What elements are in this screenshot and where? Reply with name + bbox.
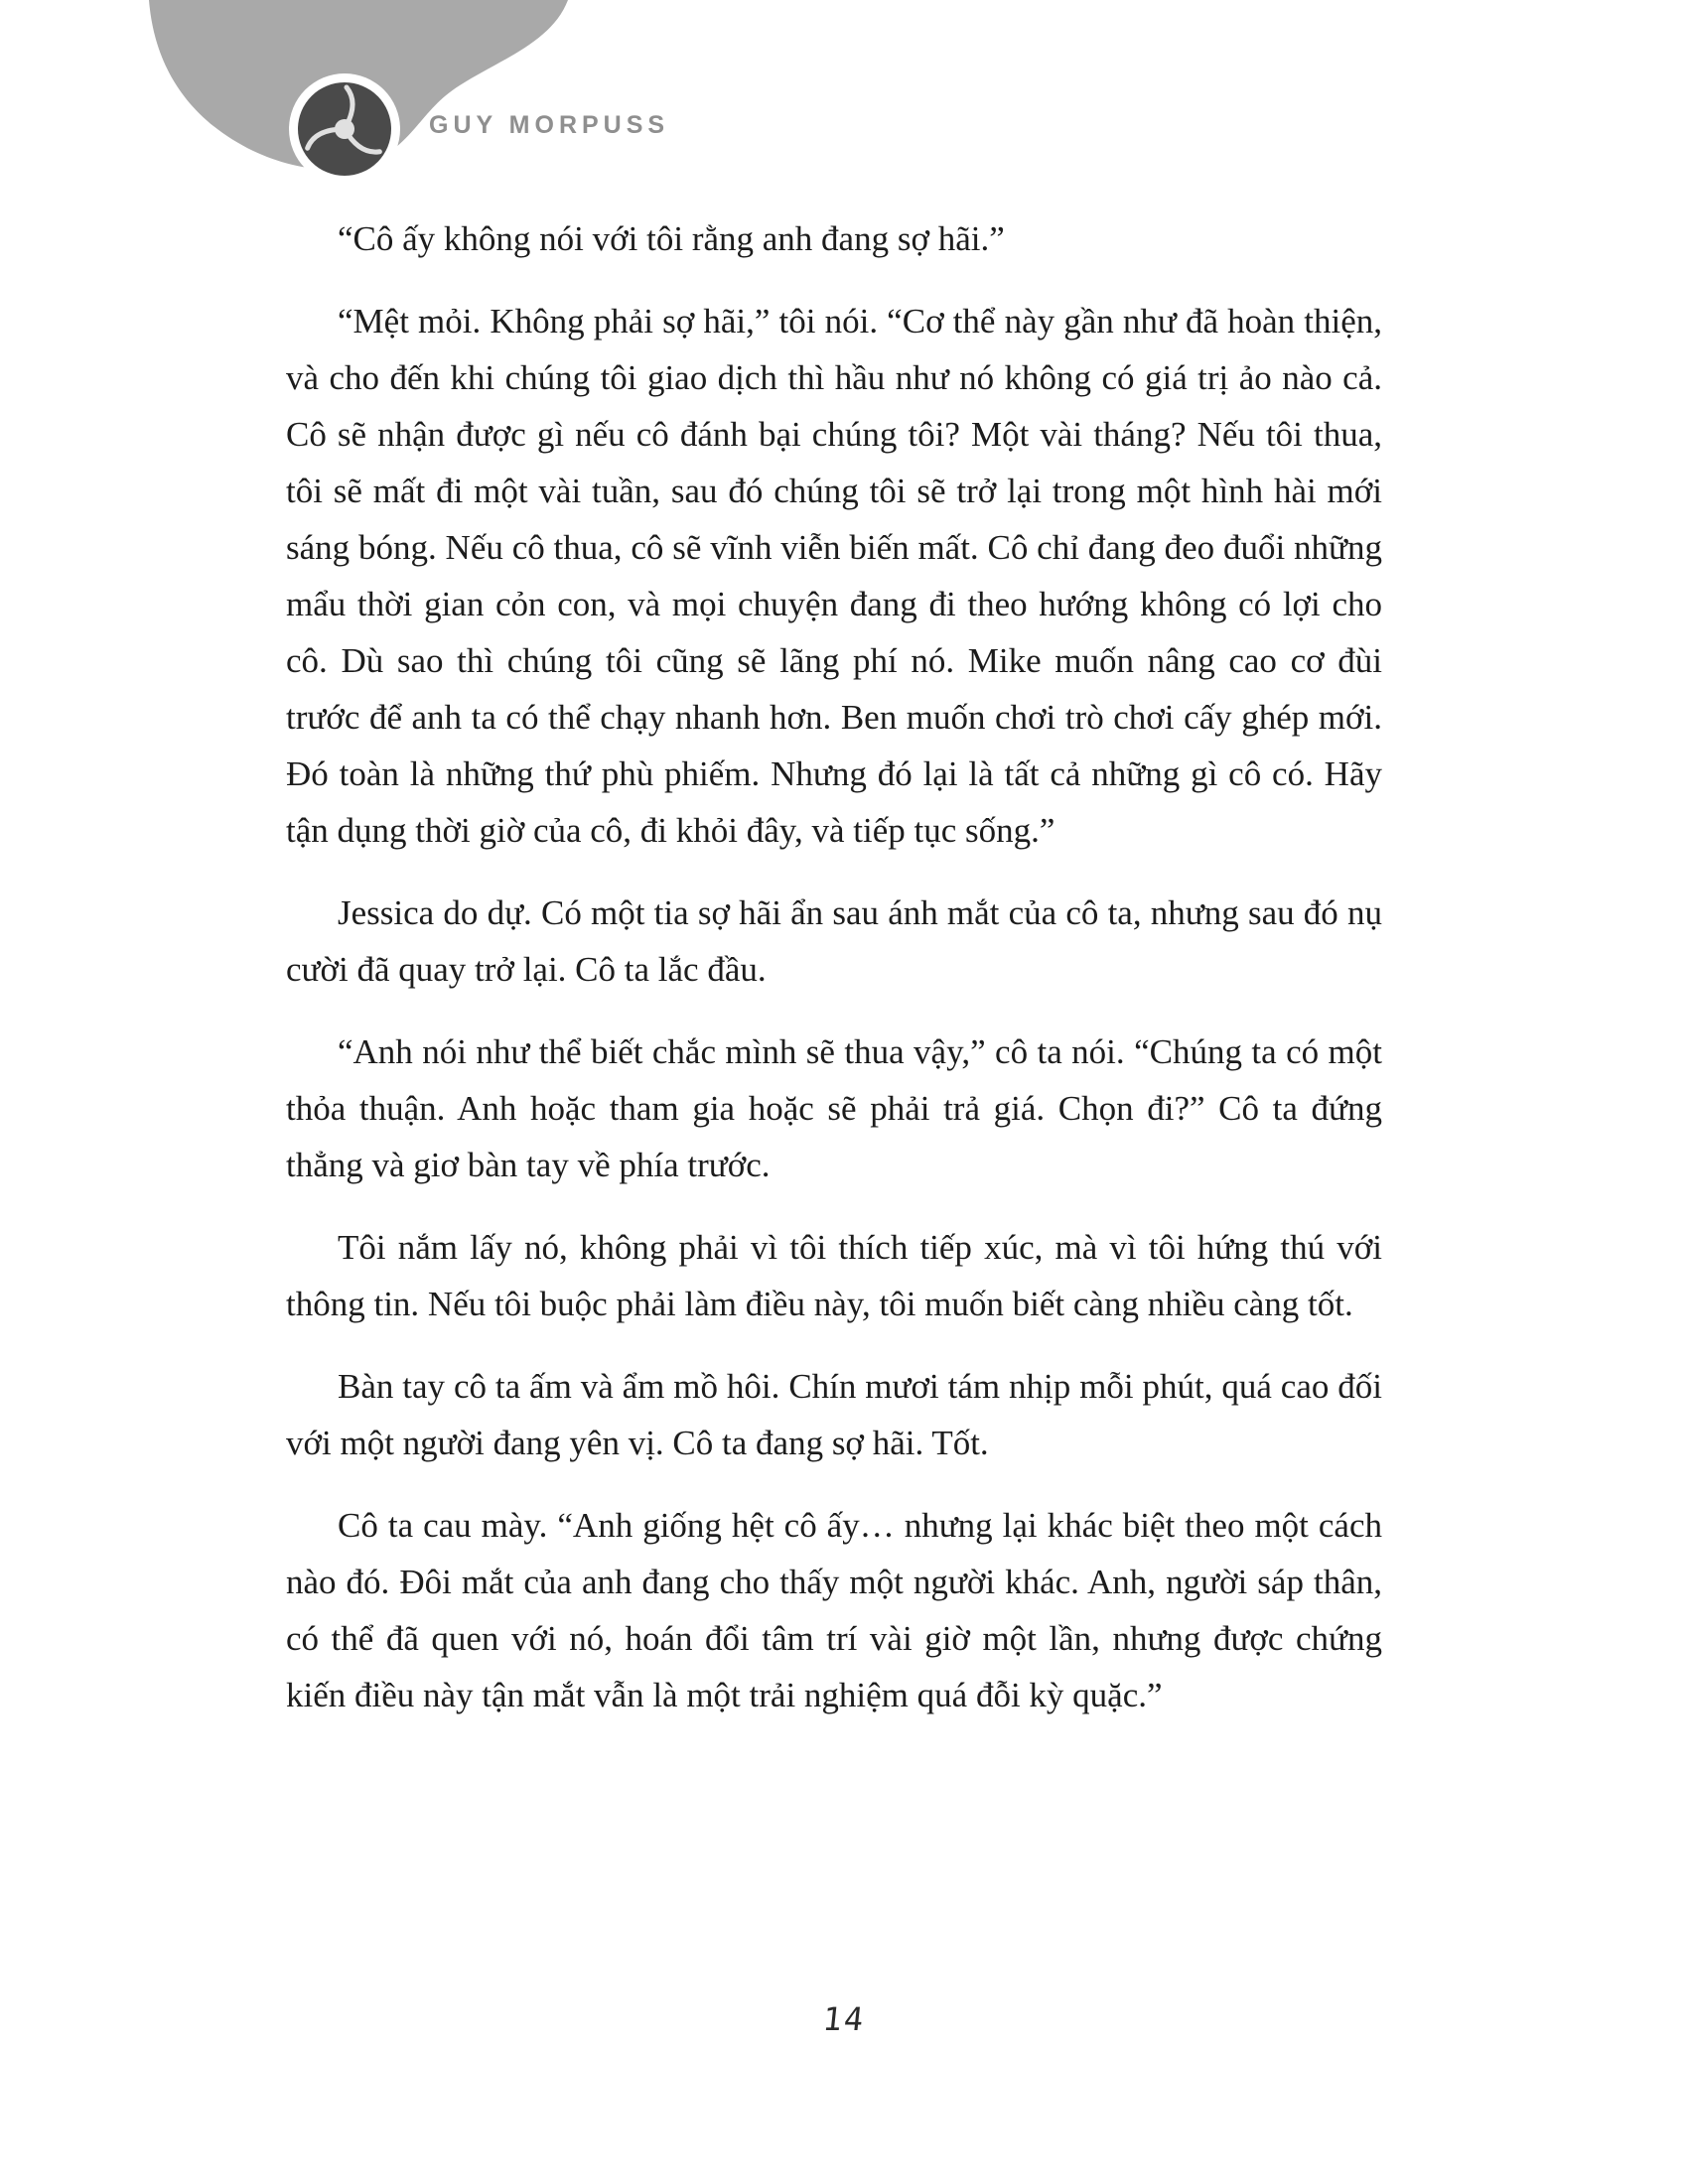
paragraph-6: Bàn tay cô ta ấm và ẩm mồ hôi. Chín mươi tám nhịp mỗi phút, quá cao đối với một người đang yên vị. Cô ta đang sợ hãi. Tốt. [286,1367,1382,1462]
page-number: 14 [820,2000,868,2038]
author-name: GUY MORPUSS [429,111,670,139]
paragraph-5: Tôi nắm lấy nó, không phải vì tôi thích tiếp xúc, mà vì tôi hứng thú với thông tin. Nếu tôi buộc phải làm điều này, tôi muốn biết càng nhiều càng tốt. [286,1228,1382,1323]
paragraph-4: “Anh nói như thể biết chắc mình sẽ thua vậy,” cô ta nói. “Chúng ta có một thỏa thuận. Anh hoặc tham gia hoặc sẽ phải trả giá. Chọn đi?” Cô ta đứng thẳng và giơ bàn tay về phía trước. [286,1032,1382,1184]
body-text [286,210,1382,1749]
paragraph-7: Cô ta cau mày. “Anh giống hệt cô ấy… nhưng lại khác biệt theo một cách nào đó. Đôi mắt của anh đang cho thấy một người khác. Anh, người sáp thân, có thể đã quen với nó, hoán đổi tâm trí vài giờ một lần, nhưng được chứng kiến điều này tận mắt vẫn là một trải nghiệm quá đỗi kỳ quặc.” [286,1506,1382,1714]
paragraph-1: “Cô ấy không nói với tôi rằng anh đang sợ hãi.” [338,219,1005,258]
paragraph-2: “Mệt mỏi. Không phải sợ hãi,” tôi nói. “Cơ thể này gần như đã hoàn thiện, và cho đến khi chúng tôi giao dịch thì hầu như nó không có giá trị ảo nào cả. Cô sẽ nhận được gì nếu cô đánh bại chúng tôi? Một vài tháng? Nếu tôi thua, tôi sẽ mất đi một vài tuần, sau đó chúng tôi sẽ trở lại trong một hình hài mới sáng bóng. Nếu cô thua, cô sẽ vĩnh viễn biến mất. Cô chỉ đang đeo đuổi những mẩu thời gian cỏn con, và mọi chuyện đang đi theo hướng không có lợi cho cô. Dù sao thì chúng tôi cũng sẽ lãng phí nó. Mike muốn nâng cao cơ đùi trước để anh ta có thể chạy nhanh hơn. Ben muốn chơi trò chơi cấy ghép mới. Đó toàn là những thứ phù phiếm. Nhưng đó lại là tất cả những gì cô có. Hãy tận dụng thời giờ của cô, đi khỏi đây, và tiếp tục sống.” [286,302,1382,850]
paragraph-3: Jessica do dự. Có một tia sợ hãi ẩn sau ánh mắt của cô ta, nhưng sau đó nụ cười đã quay trở lại. Cô ta lắc đầu. [286,893,1382,989]
